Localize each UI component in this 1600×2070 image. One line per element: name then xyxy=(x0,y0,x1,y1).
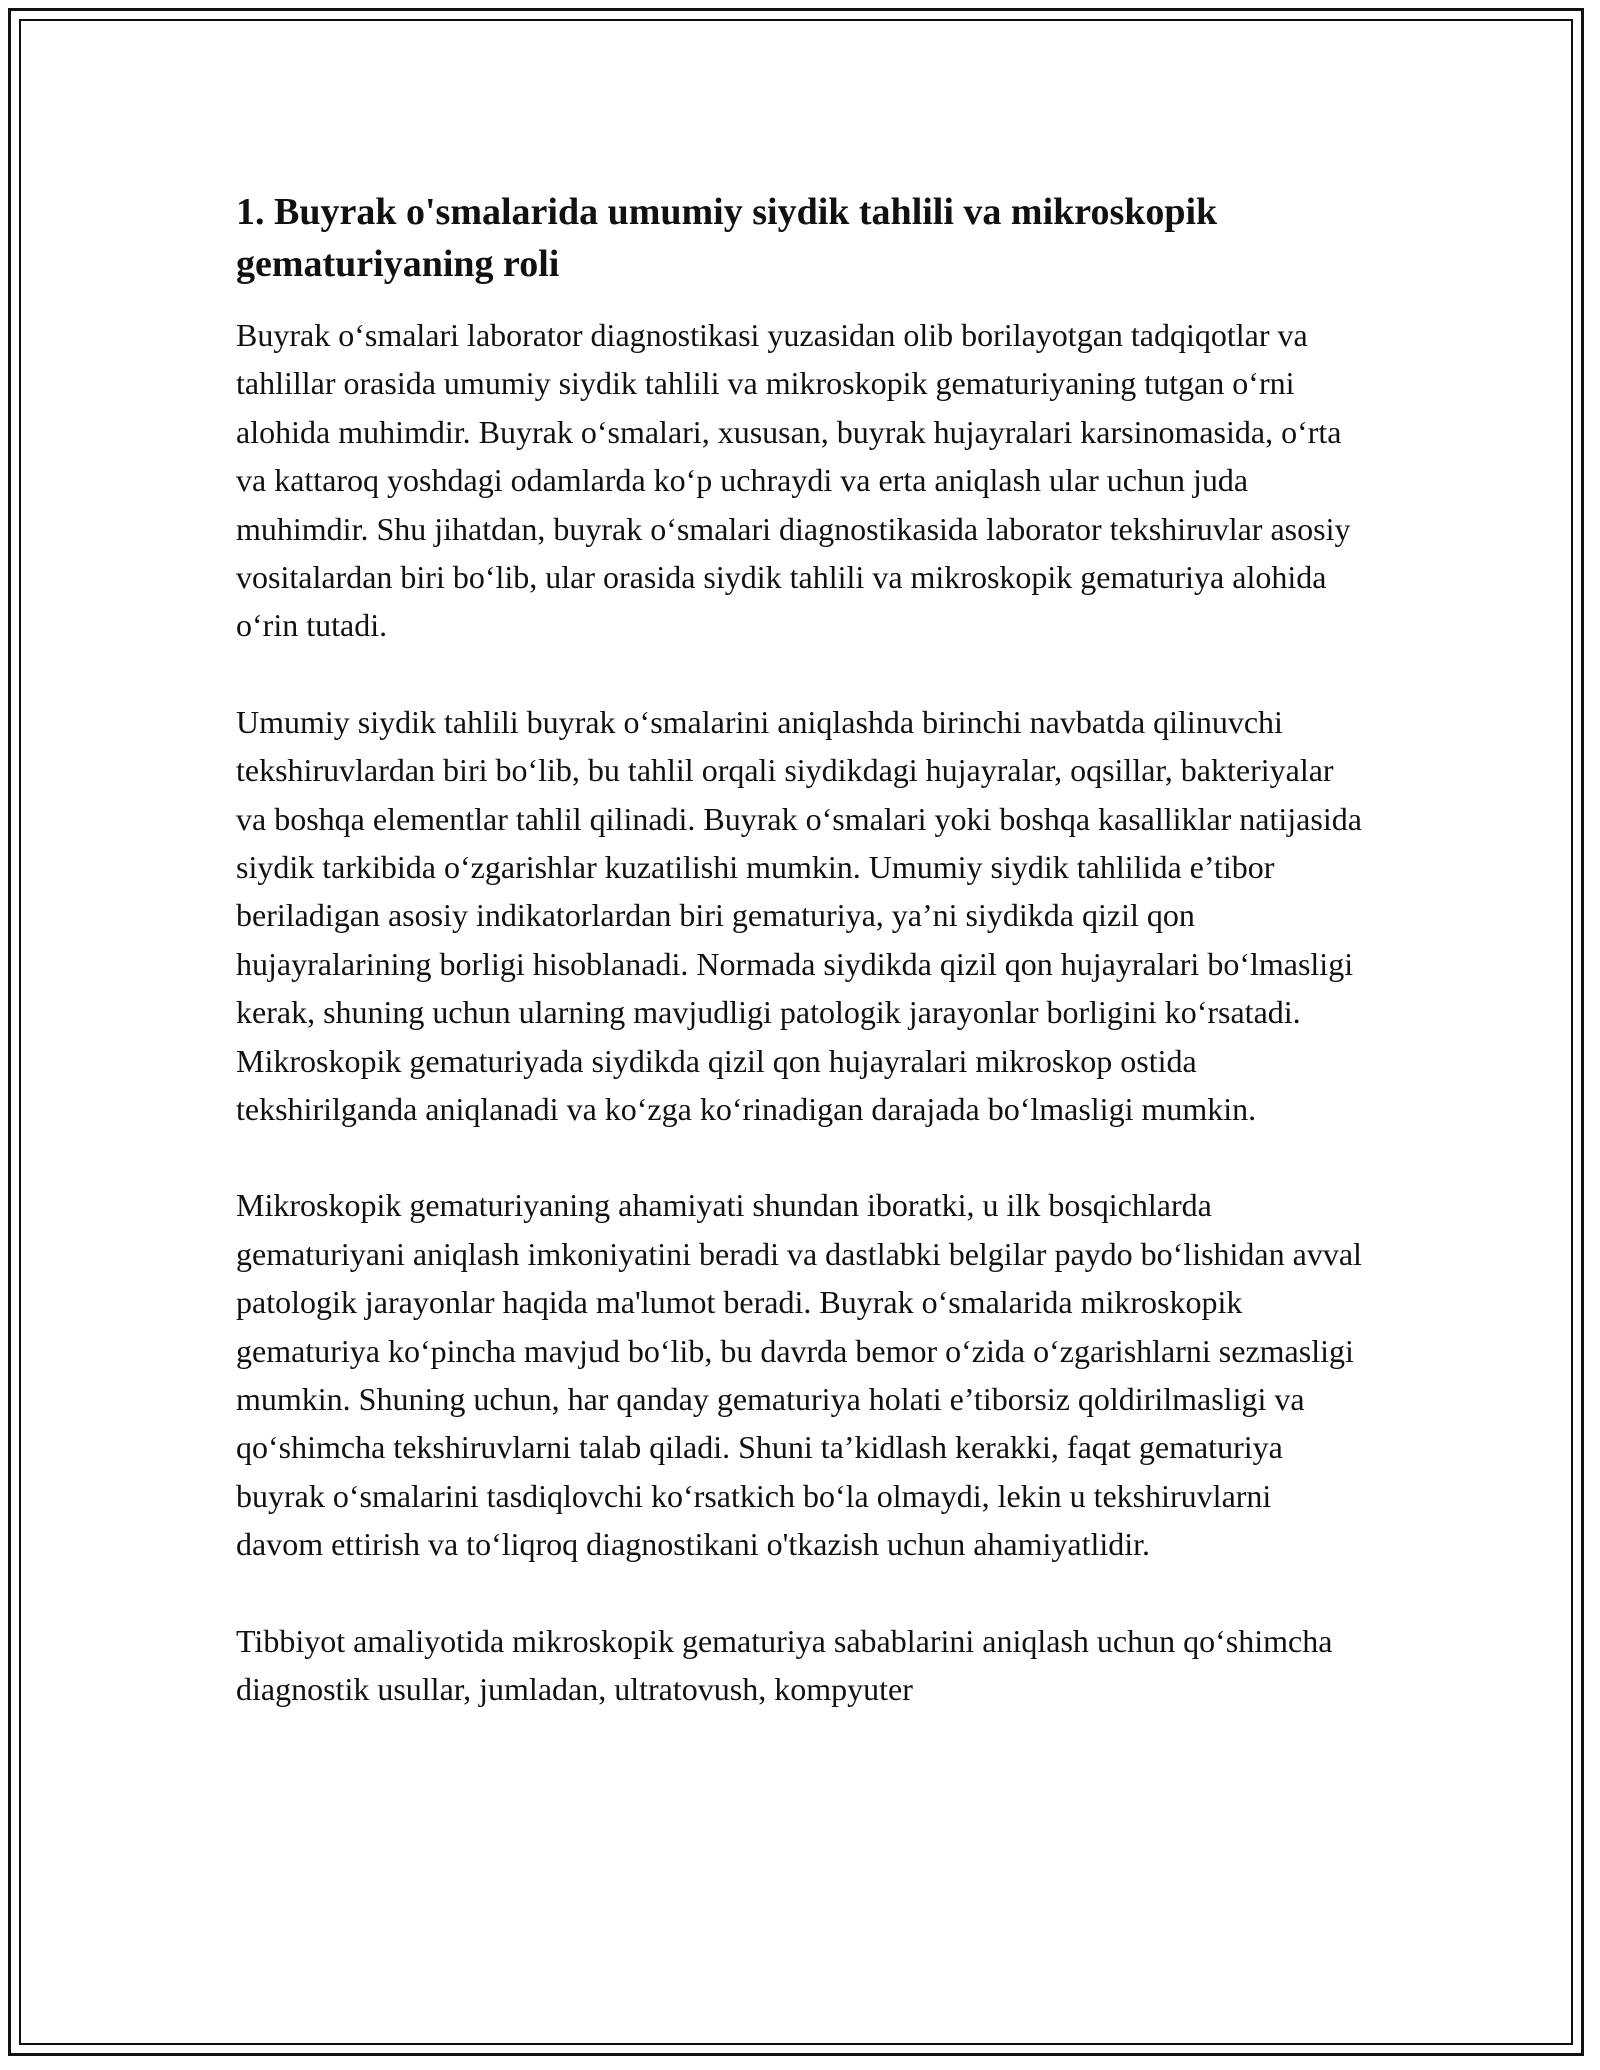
paragraph-3: Mikroskopik gematuriyaning ahamiyati shundan iboratki, u ilk bosqichlarda gematuriyani aniqlash imkoniyatini beradi va dastlabki belgilar paydo bo‘lishidan avval patologik jarayonlar haqida ma'lumot beradi. Buyrak o‘smalarida mikroskopik gematuriya ko‘pincha mavjud bo‘lib, bu davrda bemor o‘zida o‘zgarishlarni sezmasligi mumkin. Shuning uchun, har qanday gematuriya holati e’tiborsiz qoldirilmasligi va qo‘shimcha tekshiruvlarni talab qiladi. Shuni ta’kidlash kerakki, faqat gematuriya buyrak o‘smalarini tasdiqlovchi ko‘rsatkich bo‘la olmaydi, lekin u tekshiruvlarni davom ettirish va to‘liqroq diagnostikani o'tkazish uchun ahamiyatlidir. xyxy=(236,1187,1362,1563)
paragraph-4: Tibbiyot amaliyotida mikroskopik gematuriya sabablarini aniqlash uchun qo‘shimcha diagnostik usullar, jumladan, ultratovush, kompyuter xyxy=(236,1622,1333,1708)
paragraph-1: Buyrak o‘smalari laborator diagnostikasi yuzasidan olib borilayotgan tadqiqotlar va tahlillar orasida umumiy siydik tahlili va mikroskopik gematuriyaning tutgan o‘rni alohida muhimdir. Buyrak o‘smalari, xususan, buyrak hujayralari karsinomasida, o‘rta va kattaroq yoshdagi odamlarda ko‘p uchraydi va erta aniqlash ular uchun juda muhimdir. Shu jihatdan, buyrak o‘smalari diagnostikasida laborator tekshiruvlar asosiy vositalardan biri bo‘lib, ular orasida siydik tahlili va mikroskopik gematuriya alohida o‘rin tutadi. xyxy=(236,316,1351,644)
paragraph-2: Umumiy siydik tahlili buyrak o‘smalarini aniqlashda birinchi navbatda qilinuvchi tekshiruvlardan biri bo‘lib, bu tahlil orqali siydikdagi hujayralar, oqsillar, bakteriyalar va boshqa elementlar tahlil qilinadi. Buyrak o‘smalari yoki boshqa kasalliklar natijasida siydik tarkibida o‘zgarishlar kuzatilishi mumkin. Umumiy siydik tahlilida e’tibor beriladigan asosiy indikatorlardan biri gematuriya, ya’ni siydikda qizil qon hujayralarining borligi hisoblanadi. Normada siydikda qizil qon hujayralari bo‘lmasligi kerak, shuning uchun ularning mavjudligi patologik jarayonlar borligini ko‘rsatadi. Mikroskopik gematuriyada siydikda qizil qon hujayralari mikroskop ostida tekshirilganda aniqlanadi va ko‘zga ko‘rinadigan darajada bo‘lmasligi mumkin. xyxy=(236,703,1362,1127)
section-heading: 1. Buyrak o'smalarida umumiy siydik tahlili va mikroskopik gematuriyaning roli xyxy=(236,191,1218,286)
document-body xyxy=(236,186,1366,1761)
